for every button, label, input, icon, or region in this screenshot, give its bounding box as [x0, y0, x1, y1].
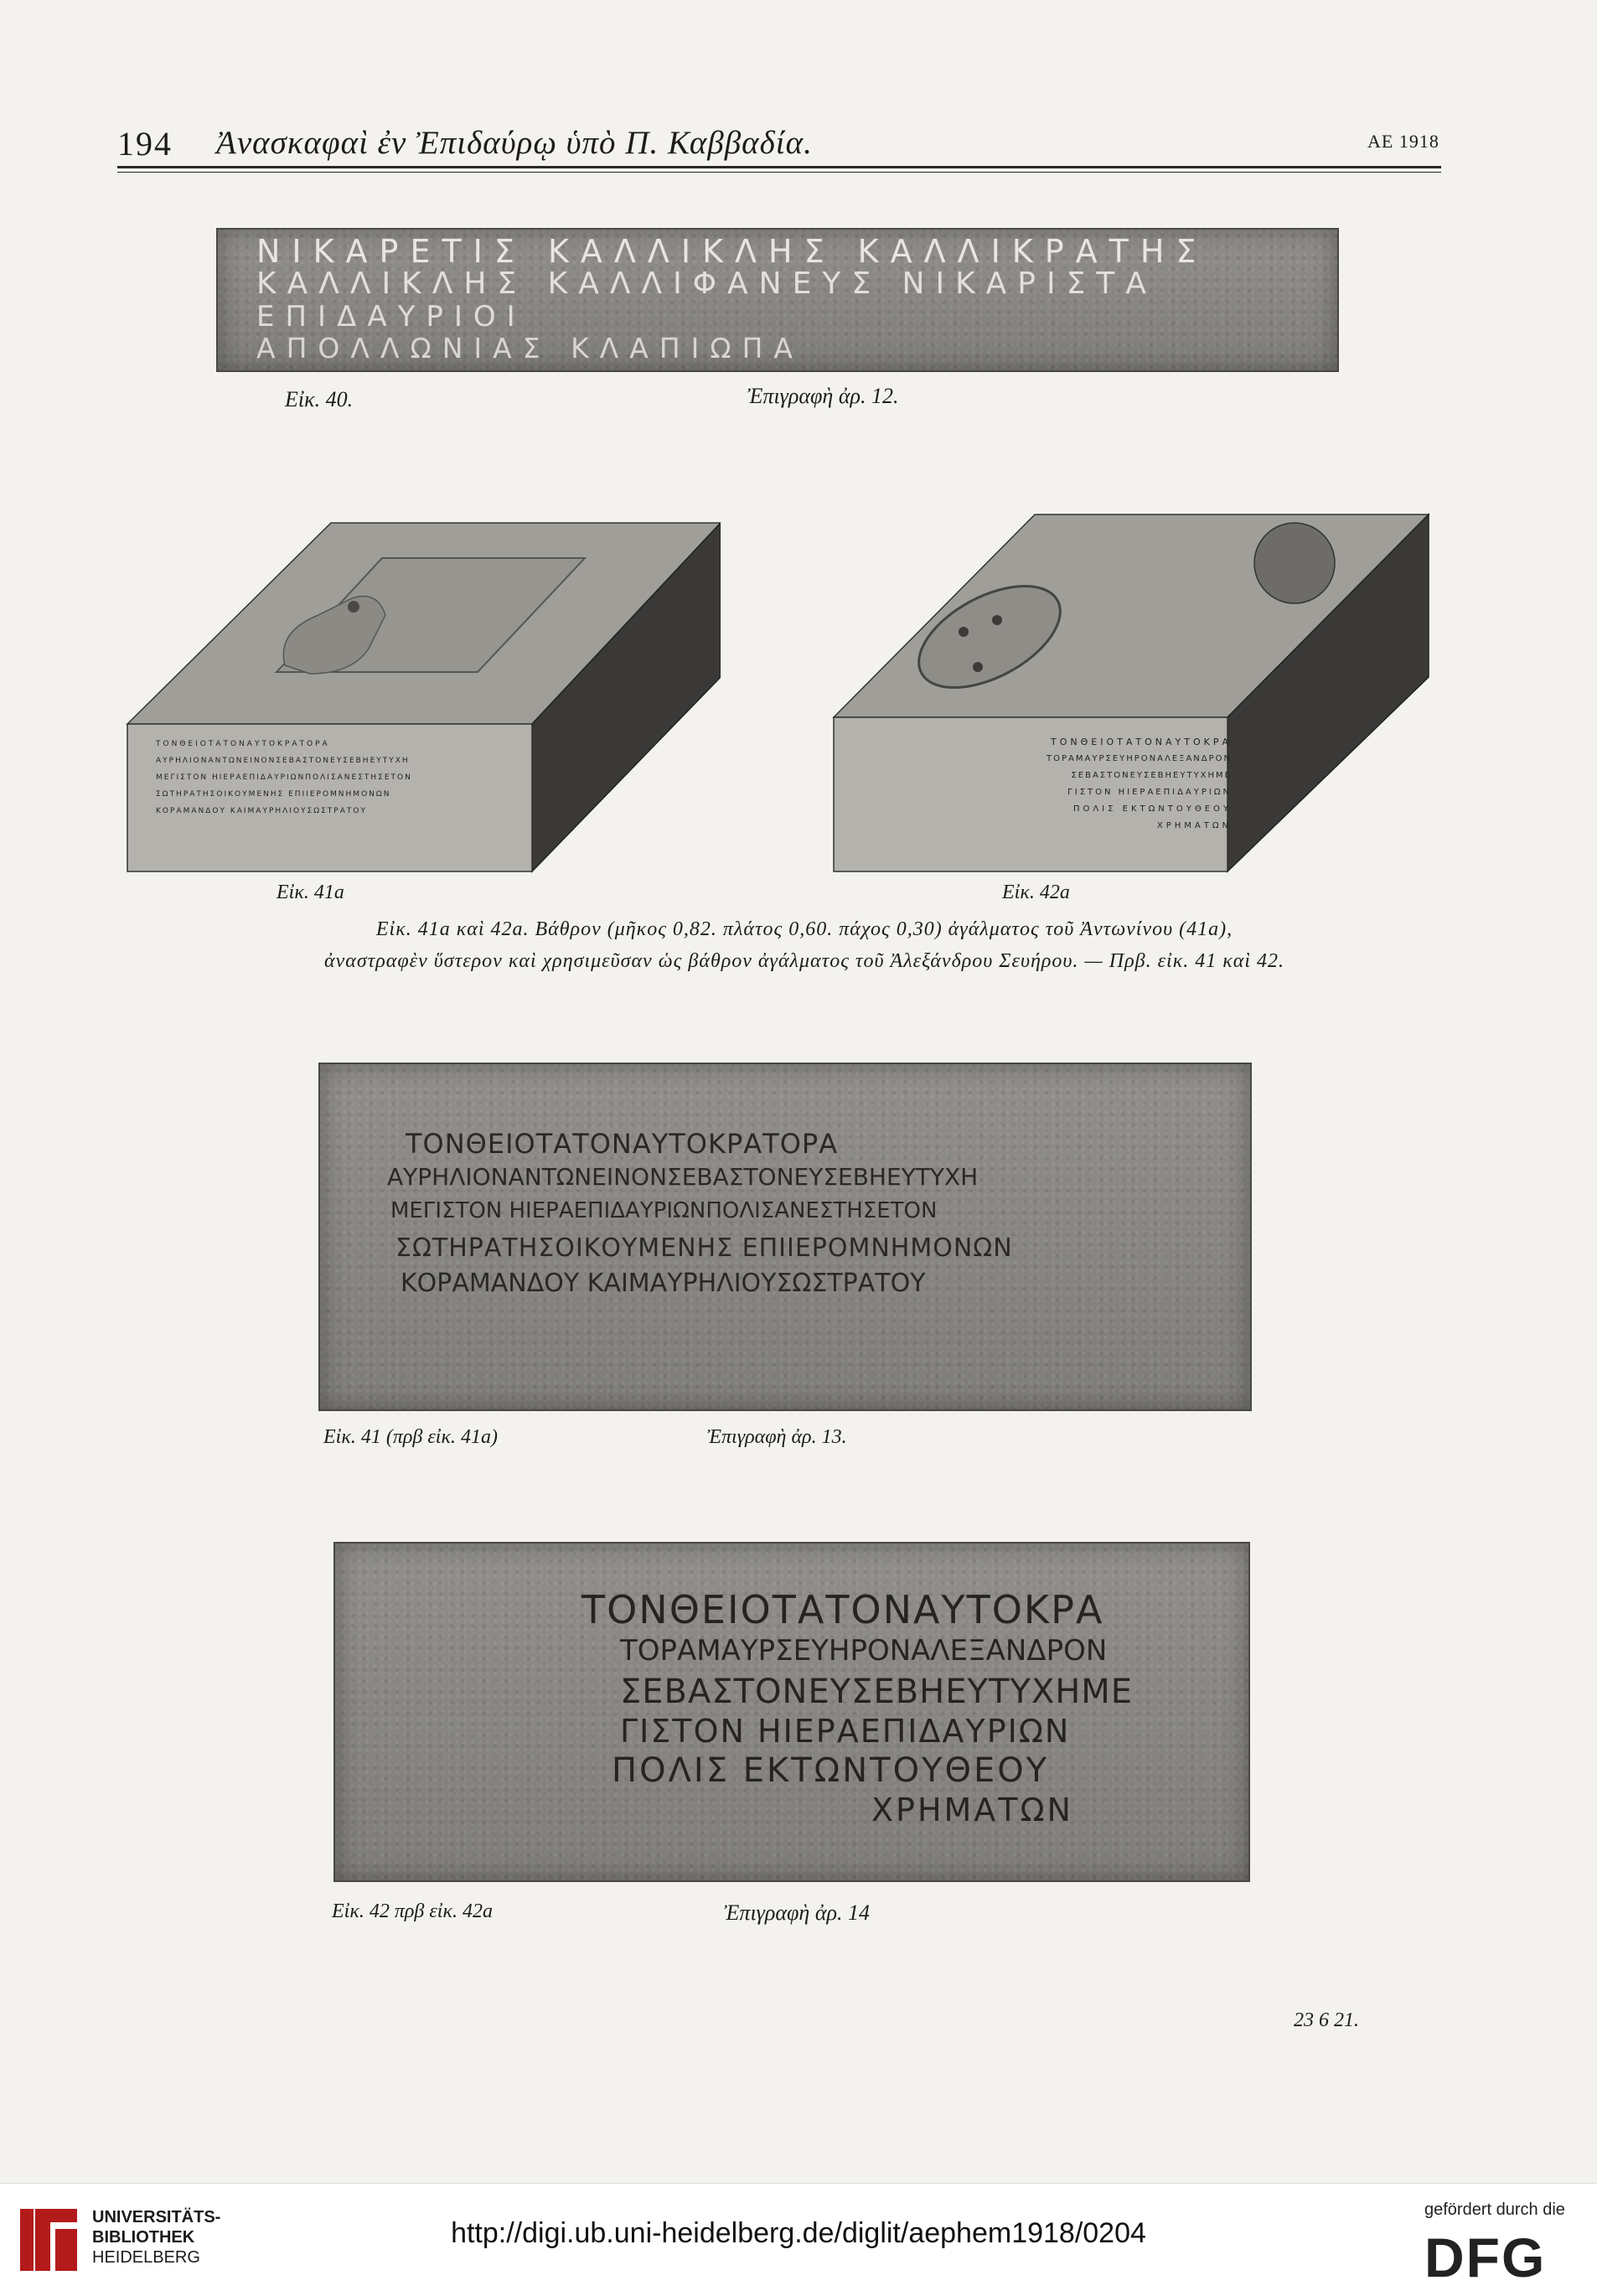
dfg-logo: DFG	[1424, 2226, 1547, 2288]
inscription-12-photo	[216, 228, 1339, 372]
inscription-line: ΤΟΝΘΕΙΟΤΑΤΟΝΑΥΤΟΚΡΑ	[581, 1587, 1104, 1632]
digitization-footer	[0, 2183, 1597, 2296]
inscription-line: ΚΟΡΑΜΑΝΔΟΥ ΚΑΙΜΑΥΡΗΛΙΟΥΣΩΣΤΡΑΤΟΥ	[156, 807, 367, 815]
running-title: Ἀνασκαφαὶ ἐν Ἐπιδαύρῳ ὑπὸ Π. Καββαδία.	[216, 125, 813, 161]
inscription-line: ΣΩΤΗΡΑΤΗΣΟΙΚΟΥΜΕΝΗΣ ΕΠΙΙΕΡΟΜΝΗΜΟΝΩΝ	[395, 1233, 1013, 1263]
inscription-line: ΤΟΝΘΕΙΟΤΑΤΟΝΑΥΤΟΚΡΑΤΟΡΑ	[406, 1128, 839, 1160]
header-rule-thin	[117, 172, 1441, 173]
library-name-line1: UNIVERSITÄTS-	[92, 2208, 221, 2226]
inscription-line: ΑΥΡΗΛΙΟΝΑΝΤΩΝΕΙΝΟΝΣΕΒΑΣΤΟΝΕΥΣΕΒΗΕΥΤΥΧΗ	[156, 757, 410, 765]
figure-caption-line2: ἀναστραφὲν ὕστερον καὶ χρησιμεῦσαν ὡς βάθρον ἀγάλματος τοῦ Ἀλεξάνδρου Σευήρου. — Πρβ. εἰκ. 41 καὶ 42.	[323, 950, 1285, 972]
inscription-line: ΑΠΟΛΛΩΝΙΑΣ ΚΛΑΠΙΩΠΑ	[256, 332, 804, 365]
fig42-inscription-label: Ἐπιγραφὴ ἀρ. 14	[724, 1900, 870, 1925]
fig41-inscription-label: Ἐπιγραφὴ ἀρ. 13.	[707, 1426, 847, 1448]
fig42a-block-text	[922, 734, 1232, 835]
library-name-line3: HEIDELBERG	[92, 2248, 200, 2267]
funding-label: gefördert durch die	[1424, 2200, 1565, 2219]
inscription-line: ΕΠΙΔΑΥΡΙΟΙ	[256, 300, 526, 334]
inscription-line: ΠΟΛΙΣ ΕΚΤΩΝΤΟΥΘΕΟΥ	[1072, 804, 1232, 814]
inscription-14-photo	[333, 1542, 1250, 1882]
inscription-line: ΜΕΓΙΣΤΟΝ ΗΙΕΡΑΕΠΙΔΑΥΡΙΩΝΠΟΛΙΣΑΝΕΣΤΗΣΕΤΟΝ	[156, 773, 412, 782]
inscription-line: ΑΥΡΗΛΙΟΝΑΝΤΩΝΕΙΝΟΝΣΕΒΑΣΤΟΝΕΥΣΕΒΗΕΥΤΥΧΗ	[387, 1163, 979, 1191]
library-name-line2: BIBLIOTHEK	[92, 2228, 195, 2247]
fig40-caption: Εἰκ. 40.	[285, 387, 354, 411]
inscription-line: ΤΟΝΘΕΙΟΤΑΤΟΝΑΥΤΟΚΡΑΤΟΡΑ	[156, 740, 330, 748]
page-number: 194	[117, 125, 173, 163]
inscription-line: ΠΟΛΙΣ ΕΚΤΩΝΤΟΥΘΕΟΥ	[612, 1751, 1050, 1790]
fig41a-block-text	[156, 736, 525, 820]
inscription-line: ΣΕΒΑΣΤΟΝΕΥΣΕΒΗΕΥΤΥΧΗΜΕ	[1071, 771, 1232, 780]
inscription-line: ΝΙΚΑΡΕΤΙΣ ΚΑΛΛΙΚΛΗΣ ΚΑΛΛΙΚΡΑΤΗΣ	[256, 233, 1208, 270]
date-note: 23 6 21.	[1294, 2009, 1359, 2031]
inscription-line: ΓΙΣΤΟΝ ΗΙΕΡΑΕΠΙΔΑΥΡΙΩΝ	[1067, 788, 1232, 797]
fig41-caption: Εἰκ. 41 (πρβ εἰκ. 41a)	[323, 1426, 498, 1448]
inscription-line: ΜΕΓΙΣΤΟΝ ΗΙΕΡΑΕΠΙΔΑΥΡΙΩΝΠΟΛΙΣΑΝΕΣΤΗΣΕΤΟΝ	[390, 1198, 938, 1223]
inscription-13-photo	[318, 1063, 1252, 1411]
inscription-line: ΣΩΤΗΡΑΤΗΣΟΙΚΟΥΜΕΝΗΣ ΕΠΙΙΕΡΟΜΝΗΜΟΝΩΝ	[156, 790, 391, 799]
journal-year: ΑΕ 1918	[1367, 131, 1439, 152]
inscription-line: ΧΡΗΜΑΤΩΝ	[1156, 821, 1232, 830]
inscription-line: ΚΟΡΑΜΑΝΔΟΥ ΚΑΙΜΑΥΡΗΛΙΟΥΣΩΣΤΡΑΤΟΥ	[401, 1269, 926, 1298]
fig41a-caption: Εἰκ. 41a	[277, 882, 344, 903]
permalink[interactable]: http://digi.ub.uni-heidelberg.de/diglit/aephem1918/0204	[451, 2217, 1146, 2249]
inscription-line: ΤΟΡΑΜΑΥΡΣΕΥΗΡΟΝΑΛΕΞΑΝΔΡΟΝ	[1047, 754, 1232, 763]
figure-caption-line1: Εἰκ. 41a καὶ 42a. Βάθρον (μῆκος 0,82. πλάτος 0,60. πάχος 0,30) ἀγάλματος τοῦ Ἀντωνίνου (41a),	[375, 918, 1233, 940]
fig42a-caption: Εἰκ. 42a	[1002, 882, 1070, 903]
fig40-inscription-label: Ἐπιγραφὴ ἀρ. 12.	[747, 384, 899, 408]
inscription-line: ΤΟΡΑΜΑΥΡΣΕΥΗΡΟΝΑΛΕΞΑΝΔΡΟΝ	[620, 1634, 1108, 1668]
fig42-caption: Εἰκ. 42 πρβ εἰκ. 42a	[332, 1900, 493, 1922]
inscription-line: ΣΕΒΑΣΤΟΝΕΥΣΕΒΗΕΥΤΥΧΗΜΕ	[620, 1673, 1134, 1711]
header-rule-thick	[117, 166, 1441, 168]
inscription-line: ΓΙΣΤΟΝ ΗΙΕΡΑΕΠΙΔΑΥΡΙΩΝ	[620, 1713, 1071, 1750]
inscription-line: ΤΟΝΘΕΙΟΤΑΤΟΝΑΥΤΟΚΡΑ	[1051, 737, 1232, 747]
inscription-line: ΚΑΛΛΙΚΛΗΣ ΚΑΛΛΙΦΑΝΕΥΣ ΝΙΚΑΡΙΣΤΑ	[256, 266, 1157, 301]
inscription-line: ΧΡΗΜΑΤΩΝ	[871, 1792, 1073, 1828]
